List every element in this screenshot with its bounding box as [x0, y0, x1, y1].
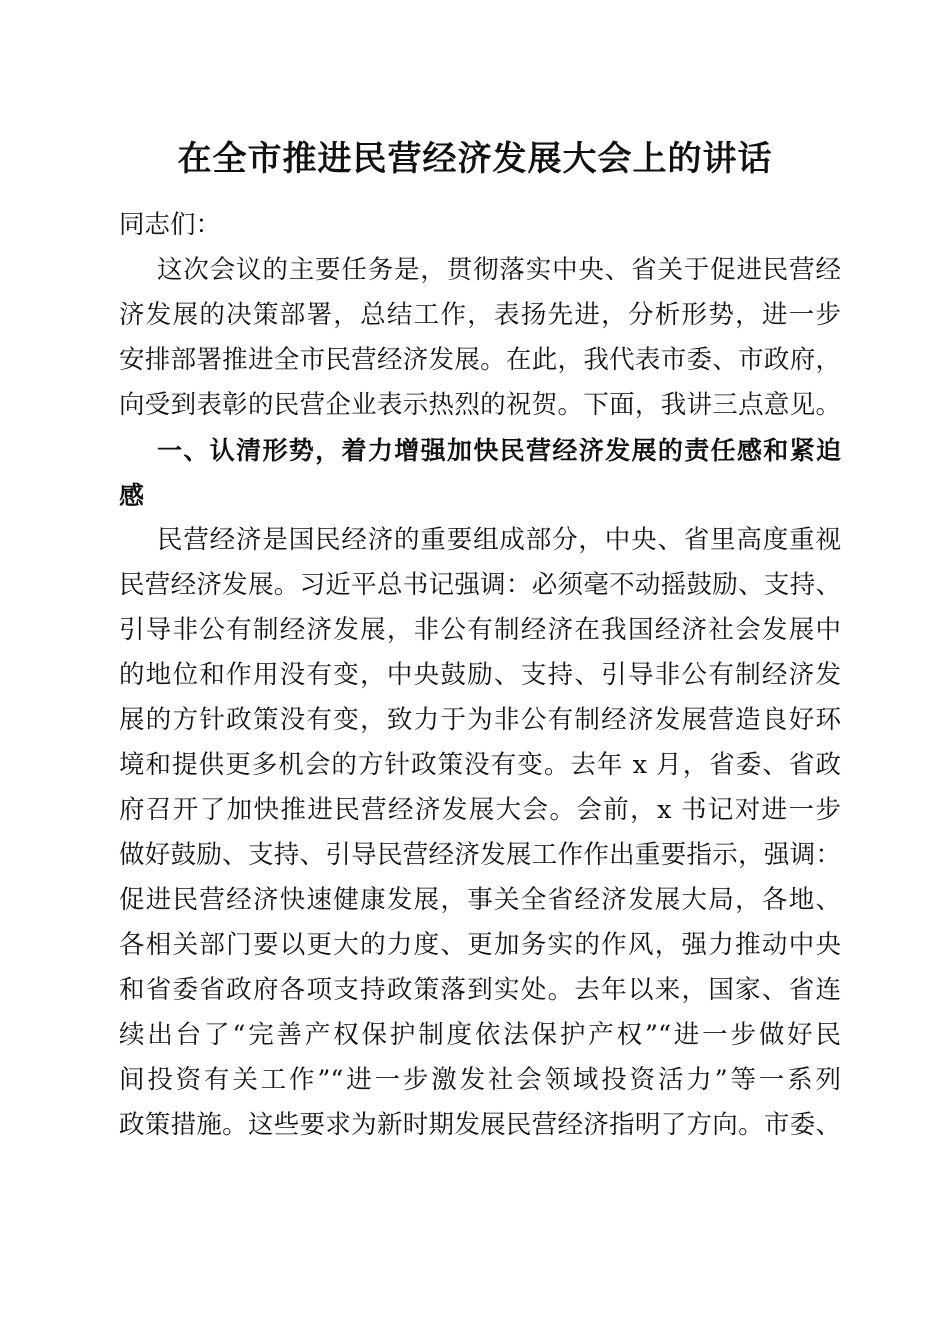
paragraph-line: 这次会议的主要任务是，贯彻落实中央、省关于促进民营经 — [157, 255, 841, 285]
paragraph-line: 展的方针政策没有变，致力于为非公有制经济发展营造良好环 — [119, 705, 841, 735]
paragraph-intro — [119, 248, 841, 428]
paragraph-line: 间投资有关工作”“进一步激发社会领域投资活力”等一系列 — [119, 1065, 841, 1095]
paragraph-line: 府召开了加快推进民营经济发展大会。会前，x 书记对进一步 — [119, 795, 841, 825]
paragraph-line: 续出台了“完善产权保护制度依法保护产权”“进一步做好民 — [119, 1020, 841, 1050]
heading-line: 感 — [119, 481, 145, 510]
paragraph-line: 安排部署推进全市民营经济发展。在此，我代表市委、市政府， — [119, 345, 841, 375]
paragraph-line: 各相关部门要以更大的力度、更加务实的作风，强力推动中央 — [119, 930, 841, 960]
paragraph-line: 和省委省政府各项支持政策落到实处。去年以来，国家、省连 — [119, 975, 841, 1005]
document-body — [119, 203, 841, 1148]
document-title: 在全市推进民营经济发展大会上的讲话 — [177, 139, 773, 179]
paragraph-line: 民营经济是国民经济的重要组成部分，中央、省里高度重视 — [157, 525, 841, 555]
salutation: 同志们： — [119, 210, 222, 240]
paragraph-line: 政策措施。这些要求为新时期发展民营经济指明了方向。市委、 — [119, 1110, 841, 1140]
paragraph-line: 民营经济发展。习近平总书记强调：必须毫不动摇鼓励、支持、 — [119, 570, 841, 600]
paragraph-line: 境和提供更多机会的方针政策没有变。去年 x 月，省委、省政 — [119, 750, 841, 780]
paragraph-line: 济发展的决策部署，总结工作，表扬先进，分析形势，进一步 — [119, 300, 841, 330]
paragraph-line: 引导非公有制经济发展，非公有制经济在我国经济社会发展中 — [119, 615, 841, 645]
heading-line: 一、认清形势，着力增强加快民营经济发展的责任感和紧迫 — [157, 436, 841, 465]
section-heading-1 — [119, 428, 841, 518]
paragraph-section-1 — [119, 518, 841, 1148]
paragraph-line: 的地位和作用没有变，中央鼓励、支持、引导非公有制经济发 — [119, 660, 841, 690]
paragraph-line: 做好鼓励、支持、引导民营经济发展工作作出重要指示，强调： — [119, 840, 841, 870]
paragraph-line: 促进民营经济快速健康发展，事关全省经济发展大局，各地、 — [119, 885, 841, 915]
paragraph-line: 向受到表彰的民营企业表示热烈的祝贺。下面，我讲三点意见。 — [119, 390, 841, 420]
